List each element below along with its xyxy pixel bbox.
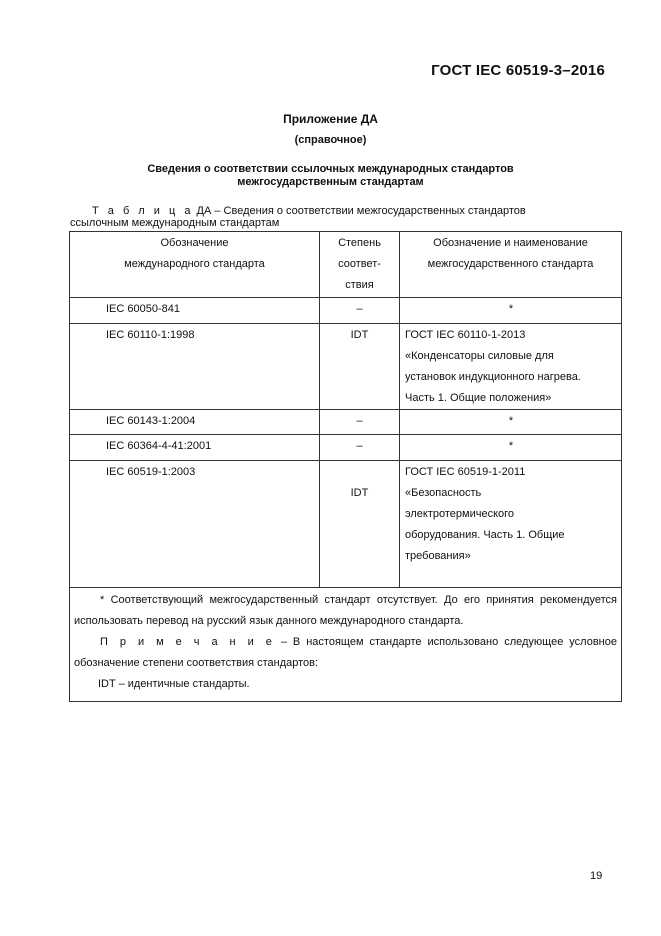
cell-interstate-standard [400, 298, 622, 324]
cell-name-line: ГОСТ IEC 60519-1-2011 [405, 466, 526, 478]
cell-intl-standard: IEC 60519-1:2003 [70, 461, 320, 588]
cell-degree [320, 461, 400, 588]
header-intl-line-1: Обозначение [160, 237, 229, 249]
table-row [70, 461, 622, 588]
table-note [74, 632, 617, 674]
cell-intl-standard: IEC 60364-4-41:2001 [70, 435, 320, 461]
section-title [0, 163, 661, 189]
table-footer-row [70, 588, 622, 702]
header-intl-standard [70, 232, 320, 298]
cell-interstate-standard [400, 410, 622, 435]
cell-name-line: электротермического [405, 508, 515, 520]
header-degree [320, 232, 400, 298]
cell-intl-standard: IEC 60050-841 [70, 298, 320, 324]
table-row [70, 298, 622, 324]
cell-name-line: * [508, 303, 514, 315]
cell-intl-standard: IEC 60110-1:1998 [70, 324, 320, 410]
cell-name-line: установок индукционного нагрева. [405, 371, 581, 383]
cell-degree: – [320, 435, 400, 461]
cell-name-line: Часть 1. Общие положения» [405, 392, 552, 404]
cell-degree: – [320, 410, 400, 435]
document-code: ГОСТ IEC 60519-3–2016 [431, 62, 605, 79]
cell-name-line: оборудования. Часть 1. Общие [405, 529, 565, 541]
cell-degree-value: IDT [350, 487, 369, 499]
note-label: П р и м е ч а н и е [100, 636, 275, 648]
cell-name-line: требования» [405, 550, 471, 562]
table-row [70, 324, 622, 410]
cell-name-line: «Безопасность [405, 487, 482, 499]
section-title-line-2: межгосударственным стандартам [237, 176, 424, 188]
table-row [70, 435, 622, 461]
cell-name-line: ГОСТ IEC 60110-1-2013 [405, 329, 526, 341]
cell-degree: IDT [320, 324, 400, 410]
header-interstate-standard [400, 232, 622, 298]
cell-name-line: * [508, 415, 514, 427]
section-title-line-1: Сведения о соответствии ссылочных международных стандартов [147, 163, 514, 175]
cell-interstate-standard [400, 435, 622, 461]
idt-definition: IDT – идентичные стандарты. [98, 678, 250, 690]
table-caption [70, 205, 622, 229]
table-caption-line-2: ссылочным международным стандартам [70, 217, 280, 229]
header-interstate-line-1: Обозначение и наименование [433, 237, 588, 249]
header-degree-line-3: ствия [345, 279, 374, 291]
table-caption-line-1 [70, 205, 622, 217]
table-caption-label: Т а б л и ц а [92, 205, 194, 217]
footnote: * Соответствующий межгосударственный стандарт отсутствует. До его принятия рекомендуется использовать перевод на русский язык данного международного стандарта. [74, 594, 617, 627]
header-degree-line-1: Степень [338, 237, 381, 249]
table-caption-text: ДА – Сведения о соответствии межгосударственных стандартов [193, 205, 526, 217]
standards-correspondence-table [69, 231, 622, 702]
cell-interstate-standard [400, 461, 622, 588]
table-row [70, 410, 622, 435]
cell-name-line: «Конденсаторы силовые для [405, 350, 554, 362]
cell-degree: – [320, 298, 400, 324]
table-footer-notes [70, 588, 622, 702]
table-header-row [70, 232, 622, 298]
cell-interstate-standard [400, 324, 622, 410]
cell-intl-standard: IEC 60143-1:2004 [70, 410, 320, 435]
page-number: 19 [590, 870, 603, 882]
appendix-kind: (справочное) [294, 134, 367, 146]
header-intl-line-2: международного стандарта [124, 258, 265, 270]
header-degree-line-2: соответ- [338, 258, 381, 270]
note-text: – В настоящем стандарте использовано следующее условное обозначение степени соответствия стандартов: [74, 636, 617, 669]
header-interstate-line-2: межгосударственного стандарта [427, 258, 594, 270]
cell-name-line: * [508, 440, 514, 452]
appendix-title: Приложение ДА [283, 112, 378, 126]
